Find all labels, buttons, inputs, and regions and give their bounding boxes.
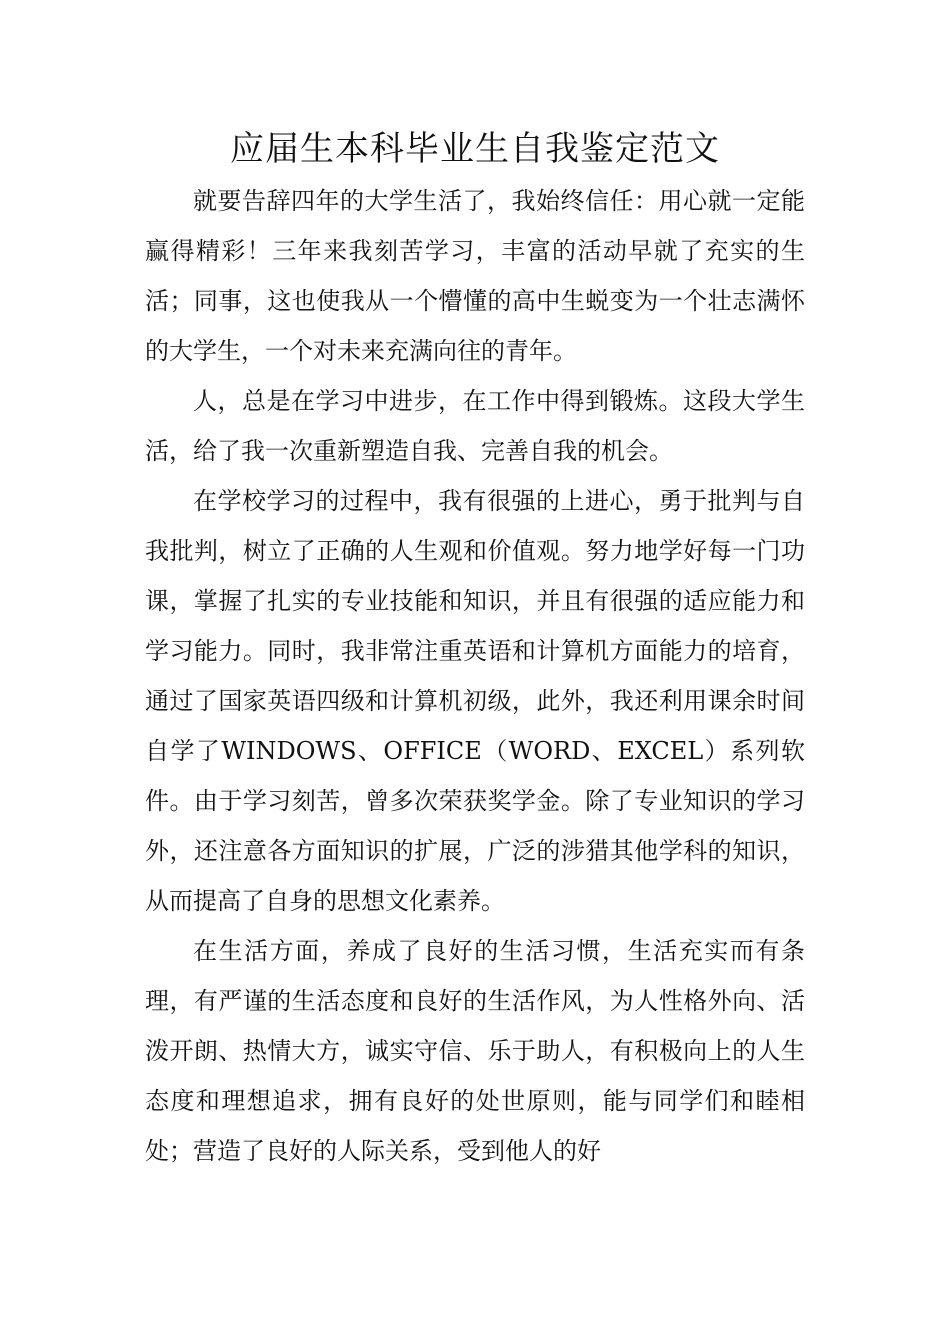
document-title: 应届生本科毕业生自我鉴定范文 (230, 129, 720, 169)
document-body (145, 176, 805, 1176)
paragraph-2: 人，总是在学习中进步，在工作中得到锻炼。这段大学生活，给了我一次重新塑造自我、完善自我的机会。 (145, 387, 805, 465)
paragraph-3: 在学校学习的过程中，我有很强的上进心，勇于批判与自我批判，树立了正确的人生观和价值观。努力地学好每一门功课，掌握了扎实的专业技能和知识，并且有很强的适应能力和学习能力。同时，我非常注重英语和计算机方面能力的培育，通过了国家英语四级和计算机初级，此外，我还利用课余时间自学了WINDOWS、OFFICE（WORD、EXCEL）系列软件。由于学习刻苦，曾多次荣获奖学金。除了专业知识的学习外，还注意各方面知识的扩展，广泛的涉猎其他学科的知识，从而提高了自身的思想文化素养。 (145, 487, 805, 915)
paragraph-1: 就要告辞四年的大学生活了，我始终信任：用心就一定能赢得精彩！三年来我刻苦学习，丰富的活动早就了充实的生活；同事，这也使我从一个懵懂的高中生蜕变为一个壮志满怀的大学生，一个对未来充满向往的青年。 (145, 187, 805, 365)
paragraph-4: 在生活方面，养成了良好的生活习惯，生活充实而有条理，有严谨的生活态度和良好的生活作风，为人性格外向、活泼开朗、热情大方，诚实守信、乐于助人，有积极向上的人生态度和理想追求，拥有良好的处世原则，能与同学们和睦相处；营造了良好的人际关系，受到他人的好 (145, 937, 805, 1165)
